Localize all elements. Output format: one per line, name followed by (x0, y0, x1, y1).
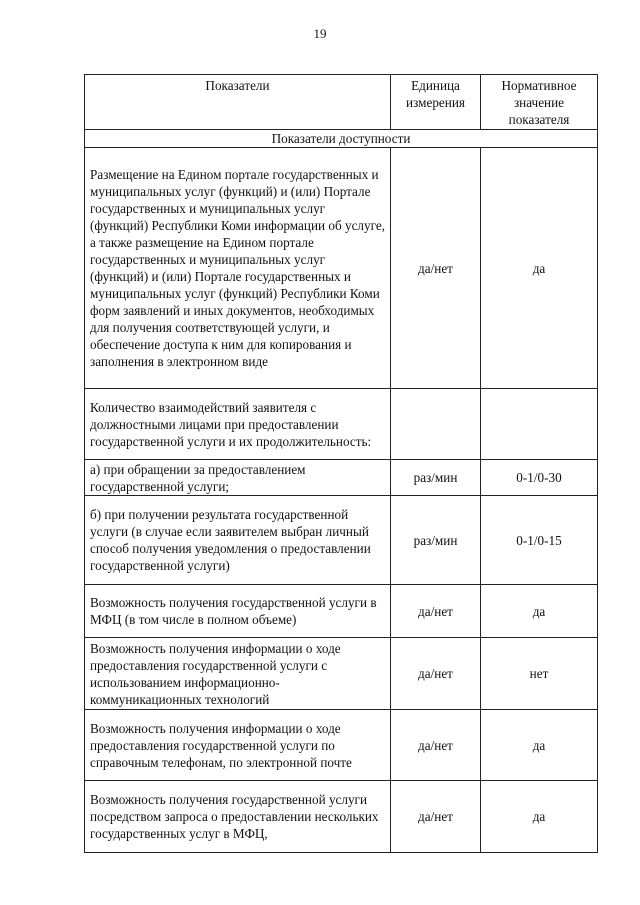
row-name: а) при обращении за предоставлением государственной услуги; (85, 460, 391, 496)
row-value: да (481, 781, 598, 853)
row-name: Размещение на Едином портале государственных и муниципальных услуг (функций) и (или) Портале государственных и муниципальных услуг (функций) Республики Коми информации об услуге, а также размещение на Едином портале государственных и муниципальных услуг (функций) и (или) Портале государственных и муниципальных услуг (функций) Республики Коми форм заявлений и иных документов, необходимых для получения соответствующей услуги, и обеспечение доступа к ним для копирования и заполнения в электронном виде (85, 148, 391, 389)
table-header-row (85, 75, 598, 130)
table-row (85, 781, 598, 853)
table-row (85, 496, 598, 585)
row-value: да (481, 710, 598, 781)
row-value: да (481, 148, 598, 389)
section-row (85, 130, 598, 148)
table-row (85, 638, 598, 710)
row-unit: раз/мин (391, 460, 481, 496)
row-unit: да/нет (391, 781, 481, 853)
table-row (85, 585, 598, 638)
page-number: 19 (313, 26, 327, 41)
row-value: нет (481, 638, 598, 710)
header-unit: Единица измерения (391, 75, 481, 130)
table-row (85, 389, 598, 460)
row-name: б) при получении результата государственной услуги (в случае если заявителем выбран личный способ получения уведомления о предоставлении государственной услуги) (85, 496, 391, 585)
row-unit (391, 389, 481, 460)
row-unit: да/нет (391, 148, 481, 389)
section-title: Показатели доступности (85, 130, 598, 148)
row-unit: раз/мин (391, 496, 481, 585)
row-name: Возможность получения информации о ходе предоставления государственной услуги по справочным телефонам, по электронной почте (85, 710, 391, 781)
row-value: 0-1/0-30 (481, 460, 598, 496)
row-name: Возможность получения информации о ходе предоставления государственной услуги с использованием информационно-коммуникационных технологий (85, 638, 391, 710)
header-indicators: Показатели (85, 75, 391, 130)
row-unit: да/нет (391, 585, 481, 638)
row-unit: да/нет (391, 638, 481, 710)
row-name: Возможность получения государственной услуги посредством запроса о предоставлении нескольких государственных услуг в МФЦ, (85, 781, 391, 853)
row-name: Количество взаимодействий заявителя с должностными лицами при предоставлении государственной услуги и их продолжительность: (85, 389, 391, 460)
row-value: да (481, 585, 598, 638)
table-row (85, 148, 598, 389)
row-value (481, 389, 598, 460)
row-name: Возможность получения государственной услуги в МФЦ (в том числе в полном объеме) (85, 585, 391, 638)
indicators-table (84, 74, 598, 853)
row-value: 0-1/0-15 (481, 496, 598, 585)
table-row (85, 710, 598, 781)
header-normative-value: Нормативное значение показателя (481, 75, 598, 130)
table-row (85, 460, 598, 496)
row-unit: да/нет (391, 710, 481, 781)
